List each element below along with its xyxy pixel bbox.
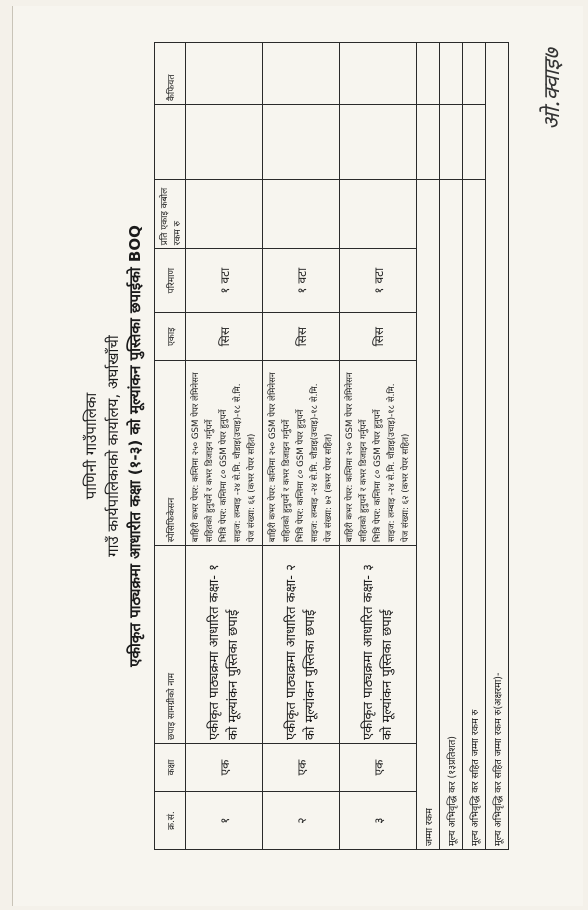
spec-line: पेज संख्या: ६६ (कभर पेपर सहित) (247, 433, 257, 543)
col-remarks: कैफियत (155, 43, 186, 105)
summary-label: मूल्य अभिवृद्धि कर (१३प्रतिशत) (440, 179, 463, 849)
row-total (186, 105, 263, 180)
item-name-line2: को मूल्यांकन पुस्तिका छपाई (380, 609, 395, 741)
spec-line: साइज: लम्बाइ -२४ से.मि. चौडाइ(उचाइ)-१८ से.मि. (387, 383, 397, 543)
summary-label: मूल्य अभिवृद्धि कर सहित जम्मा रकम रु (463, 179, 486, 849)
row-quantity: १ वटा (263, 249, 340, 313)
table-row (186, 43, 263, 850)
document-header (80, 36, 154, 856)
row-rate (263, 179, 340, 249)
col-sn: क्र.सं. (155, 792, 186, 850)
summary-value (463, 105, 486, 180)
item-name-line2: को मूल्यांकन पुस्तिका छपाई (303, 609, 318, 741)
item-name-line2: को मूल्यांकन पुस्तिका छपाई (226, 609, 241, 741)
summary-value (417, 105, 440, 180)
item-name-line1: एकीकृत पाठ्यक्रमा आधारित कक्षा- ३ (361, 564, 376, 741)
handwritten-signature: ओ.क्वाइ७ (540, 48, 565, 130)
row-kakshya: एक (186, 744, 263, 792)
table-row (340, 43, 417, 850)
summary-row-grand-total (463, 43, 486, 850)
table-row (263, 43, 340, 850)
spec-line: साइज: लम्बाइ -२४ से.मि. चौडाइ(उचाइ)-१८ से.मि. (233, 383, 243, 543)
summary-row-vat (440, 43, 463, 850)
spec-line: बाहिरी कभर पेपर: कम्तिमा २५० GSM पेपर लेमिनेसन (191, 372, 201, 543)
spec-line: सहितको हुनुपर्ने र कभर डिजाइन गर्नुपर्ने (282, 419, 292, 543)
col-item-name: छपाइ सामग्रीको नाम (155, 546, 186, 744)
row-unit: सिस (263, 313, 340, 361)
row-sn: २ (263, 792, 340, 850)
row-specification (340, 361, 417, 546)
row-rate (186, 179, 263, 249)
row-sn: ३ (340, 792, 417, 850)
summary-label: जम्मा रकम (417, 179, 440, 849)
row-quantity: १ वटा (340, 249, 417, 313)
col-specification: स्पेसिफिकेसन (155, 361, 186, 546)
summary-blank (440, 43, 463, 105)
spec-line: भित्रि पेपर: कम्तिमा ८० GSM पेपर हुनुपर्ने (296, 409, 306, 543)
boq-table (154, 42, 509, 850)
row-rate (340, 179, 417, 249)
spec-line: बाहिरी कभर पेपर: कम्तिमा २५० GSM पेपर लेमिनेसन (268, 372, 278, 543)
spec-line: पेज संख्या: ६२ (कभर पेपर सहित) (401, 433, 411, 543)
spec-line: बाहिरी कभर पेपर: कम्तिमा २५० GSM पेपर लेमिनेसन (345, 372, 355, 543)
col-kakshya: कक्षा (155, 744, 186, 792)
summary-row-total (417, 43, 440, 850)
summary-blank (463, 43, 486, 105)
spec-line: सहितको हुनुपर्ने र कभर डिजाइन गर्नुपर्ने (359, 419, 369, 543)
row-remarks (186, 43, 263, 105)
boq-title: एकीकृत पाठ्यक्रमा आधारीत कक्षा (१-३) को मूल्यांकन पुस्तिका छपाईको BOQ (126, 225, 144, 667)
spec-line: भित्रि पेपर: कम्तिमा ८० GSM पेपर हुनुपर्ने (219, 409, 229, 543)
row-remarks (263, 43, 340, 105)
row-specification (263, 361, 340, 546)
rotated-document (70, 36, 510, 856)
spec-line: साइज: लम्बाइ -२४ से.मि. चौडाइ(उचाइ)-१८ से.मि. (310, 383, 320, 543)
row-item-name (263, 546, 340, 744)
row-remarks (340, 43, 417, 105)
spec-line: भित्रि पेपर: कम्तिमा ८० GSM पेपर हुनुपर्ने (373, 409, 383, 543)
col-unit: एकाइ (155, 313, 186, 361)
summary-row-in-words (486, 43, 509, 850)
col-quantity: परिमाण (155, 249, 186, 313)
row-unit: सिस (340, 313, 417, 361)
row-total (340, 105, 417, 180)
row-item-name (186, 546, 263, 744)
summary-label: मूल्य अभिवृद्धि कर सहित जम्मा रकम रु(अक्षरमा)- (486, 43, 509, 850)
col-rate: प्रति एकाइ कबोल रकम रु (155, 179, 186, 249)
spec-line: पेज संख्या: ७२ (कभर पेपर सहित) (324, 433, 334, 543)
row-sn: १ (186, 792, 263, 850)
row-item-name (340, 546, 417, 744)
spec-line: सहितको हुनुपर्ने र कभर डिजाइन गर्नुपर्ने (205, 419, 215, 543)
item-name-line1: एकीकृत पाठ्यक्रमा आधारित कक्षा- १ (207, 564, 222, 741)
municipality-name: पाणिनी गाउँपालिका (82, 392, 100, 500)
summary-blank (417, 43, 440, 105)
row-unit: सिस (186, 313, 263, 361)
row-specification (186, 361, 263, 546)
table-header-row (155, 43, 186, 850)
col-total (155, 105, 186, 180)
row-kakshya: एक (263, 744, 340, 792)
summary-value (440, 105, 463, 180)
row-quantity: १ वटा (186, 249, 263, 313)
office-name: गाउँ कार्यपालिकाको कार्यालय, अर्घाखाँची (104, 335, 122, 557)
row-total (263, 105, 340, 180)
row-kakshya: एक (340, 744, 417, 792)
item-name-line1: एकीकृत पाठ्यक्रमा आधारित कक्षा- २ (284, 564, 299, 741)
